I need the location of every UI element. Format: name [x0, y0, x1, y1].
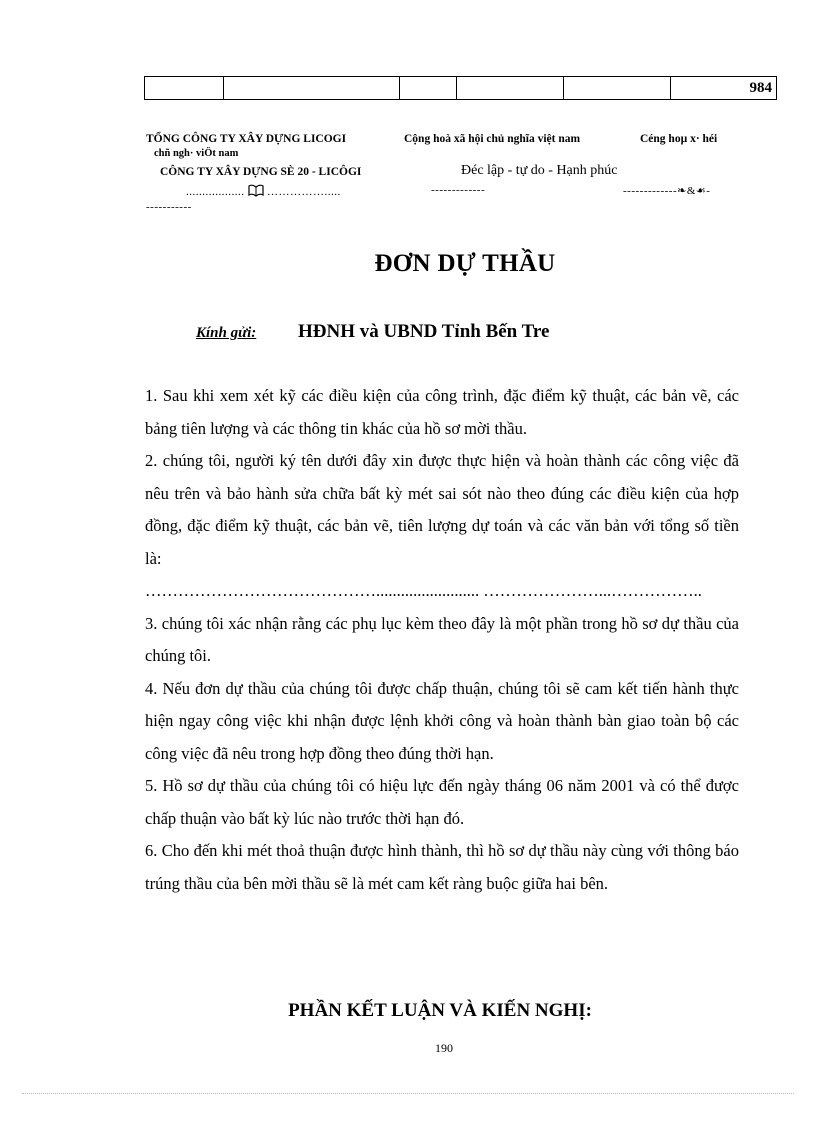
page-number: 190	[435, 1041, 453, 1055]
dotted-rule: ..................	[186, 186, 245, 198]
ledger-cell	[400, 77, 457, 100]
ledger-cell	[224, 77, 400, 100]
national-motto-garbled: Céng hoµ x· héi	[640, 133, 718, 145]
document-title: ĐƠN DỰ THẦU	[374, 250, 556, 277]
dashed-rule: -------------	[623, 185, 678, 197]
open-book-icon	[248, 184, 264, 200]
separator-middle: -------------	[431, 184, 486, 196]
separator-right	[623, 184, 710, 197]
conclusion-heading: PHẦN KẾT LUẬN VÀ KIẾN NGHỊ:	[288, 1000, 592, 1021]
salutation-recipient: HĐNH và UBND Tỉnh Bến Tre	[298, 321, 550, 342]
ledger-table	[144, 76, 777, 100]
ledger-cell	[457, 77, 564, 100]
paragraph-1: 1. Sau khi xem xét kỹ các điều kiện của công trình, đặc điểm kỹ thuật, các bản vẽ, các bảng tiên lượng và các thông tin khác của hồ sơ mời thầu.	[145, 386, 739, 438]
company-name: CÔNG TY XÂY DỰNG SÈ 20 - LICÔGI	[160, 166, 362, 178]
ledger-cell-number: 984	[671, 77, 777, 100]
national-motto-garbled-cont: chñ ngh· viÖt nam	[154, 148, 239, 159]
separator-left	[186, 184, 341, 200]
amount-blank-line: ……………………………………......................... …………………...……………..	[145, 581, 702, 600]
paragraph-5: 5. Hồ sơ dự thầu của chúng tôi có hiệu lực đến ngày tháng 06 năm 2001 và có thể được chấp thuận vào bất kỳ lúc nào trước thời hạn đó.	[145, 776, 739, 828]
paragraph-4: 4. Nếu đơn dự thầu của chúng tôi được chấp thuận, chúng tôi sẽ cam kết tiến hành thực hiện ngay công việc khi nhận được lệnh khởi công và hoàn thành bàn giao toàn bộ các công việc đã nêu trong hợp đồng theo đúng thời hạn.	[145, 678, 739, 763]
page-bottom-rule	[22, 1093, 794, 1094]
ornament-glyphs: ❧&☙-	[677, 185, 711, 197]
ledger-cell	[564, 77, 671, 100]
ledger-cell	[145, 77, 224, 100]
ledger-row	[145, 77, 777, 100]
body-text	[145, 380, 739, 900]
independence-motto: Đéc lập - tự do - Hạnh phúc	[461, 163, 618, 178]
separator-wrap: -----------	[146, 201, 192, 213]
national-motto: Cộng hoà xã hội chủ nghĩa việt nam	[404, 133, 581, 145]
org-name: TỔNG CÔNG TY XÂY DỰNG LICOGI	[146, 133, 347, 145]
paragraph-3: 3. chúng tôi xác nhận rằng các phụ lục kèm theo đây là một phần trong hồ sơ dự thầu của chúng tôi.	[145, 613, 739, 665]
paragraph-2: 2. chúng tôi, người ký tên dưới đây xin được thực hiện và hoàn thành các công việc đã nêu trên và bảo hành sửa chữa bất kỳ mét sai sót nào theo đúng các điều kiện của hợp đồng, đặc điểm kỹ thuật, các bản vẽ, tiên lượng dự toán và các văn bản với tổng số tiền là:	[145, 451, 739, 568]
dotted-rule: …………….....	[267, 186, 341, 198]
paragraph-6: 6. Cho đến khi mét thoả thuận được hình thành, thì hồ sơ dự thầu này cùng với thông báo trúng thầu của bên mời thầu sẽ là mét cam kết ràng buộc giữa hai bên.	[145, 841, 739, 893]
salutation-label: Kính gửi:	[196, 325, 257, 341]
